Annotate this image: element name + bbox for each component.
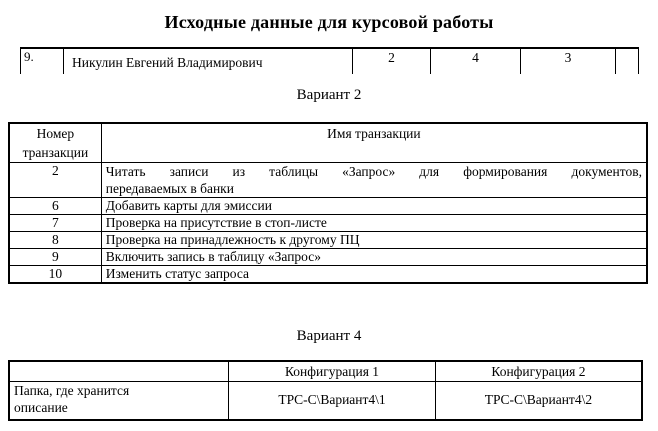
configurations-table bbox=[8, 360, 643, 421]
transaction-name-cell: Проверка на присутствие в стоп-листе bbox=[101, 215, 647, 232]
transaction-number-cell: 6 bbox=[9, 198, 101, 215]
empty-cell bbox=[616, 48, 639, 74]
grade-cell-2: 4 bbox=[431, 48, 521, 74]
transaction-name-cell: Проверка на принадлежность к другому ПЦ bbox=[101, 232, 647, 249]
table-row bbox=[9, 382, 642, 420]
transaction-number-cell: 9 bbox=[9, 249, 101, 266]
table-row bbox=[9, 249, 647, 266]
config2-path-cell: TPC-C\Вариант4\2 bbox=[435, 382, 642, 420]
table-row bbox=[9, 163, 647, 198]
transaction-name-cell: Включить запись в таблицу «Запрос» bbox=[101, 249, 647, 266]
transaction-name-line2: передаваемых в банки bbox=[105, 181, 234, 196]
folder-label-cell bbox=[9, 382, 229, 420]
config1-path-cell: TPC-C\Вариант4\1 bbox=[229, 382, 436, 420]
transaction-name-cell: Изменить статус запроса bbox=[101, 266, 647, 284]
transactions-header-row bbox=[9, 123, 647, 163]
student-number-cell: 9. bbox=[21, 48, 64, 74]
student-name-cell: Никулин Евгений Владимирович bbox=[64, 48, 353, 74]
transactions-table bbox=[8, 122, 648, 284]
document-title: Исходные данные для курсовой работы bbox=[164, 12, 494, 32]
student-row bbox=[21, 48, 639, 74]
transaction-number-cell: 8 bbox=[9, 232, 101, 249]
config-header-empty-cell bbox=[9, 361, 229, 382]
table-row bbox=[9, 266, 647, 284]
grade-cell-1: 2 bbox=[353, 48, 431, 74]
transaction-number-cell: 10 bbox=[9, 266, 101, 284]
variant4-heading: Вариант 4 bbox=[296, 328, 362, 344]
transaction-name-cell bbox=[101, 163, 647, 198]
transaction-number-cell: 7 bbox=[9, 215, 101, 232]
transaction-name-header: Имя транзакции bbox=[101, 123, 647, 163]
transaction-name-cell: Добавить карты для эмиссии bbox=[101, 198, 647, 215]
student-row-table-fragment bbox=[20, 47, 639, 74]
table-row bbox=[9, 198, 647, 215]
folder-label-text: Папка, где хранится описание bbox=[14, 383, 130, 415]
config1-header-cell: Конфигурация 1 bbox=[229, 361, 436, 382]
variant2-heading: Вариант 2 bbox=[296, 87, 362, 103]
student-row-table bbox=[20, 47, 639, 74]
transaction-name-line1: Читать записи из таблицы «Запрос» для формирования документов, bbox=[105, 164, 642, 179]
table-row bbox=[9, 215, 647, 232]
transaction-number-cell: 2 bbox=[9, 163, 101, 198]
config2-header-cell: Конфигурация 2 bbox=[435, 361, 642, 382]
table-row bbox=[9, 232, 647, 249]
grade-cell-3: 3 bbox=[521, 48, 616, 74]
configurations-header-row bbox=[9, 361, 642, 382]
transaction-number-header: Номер транзакции bbox=[9, 123, 101, 163]
